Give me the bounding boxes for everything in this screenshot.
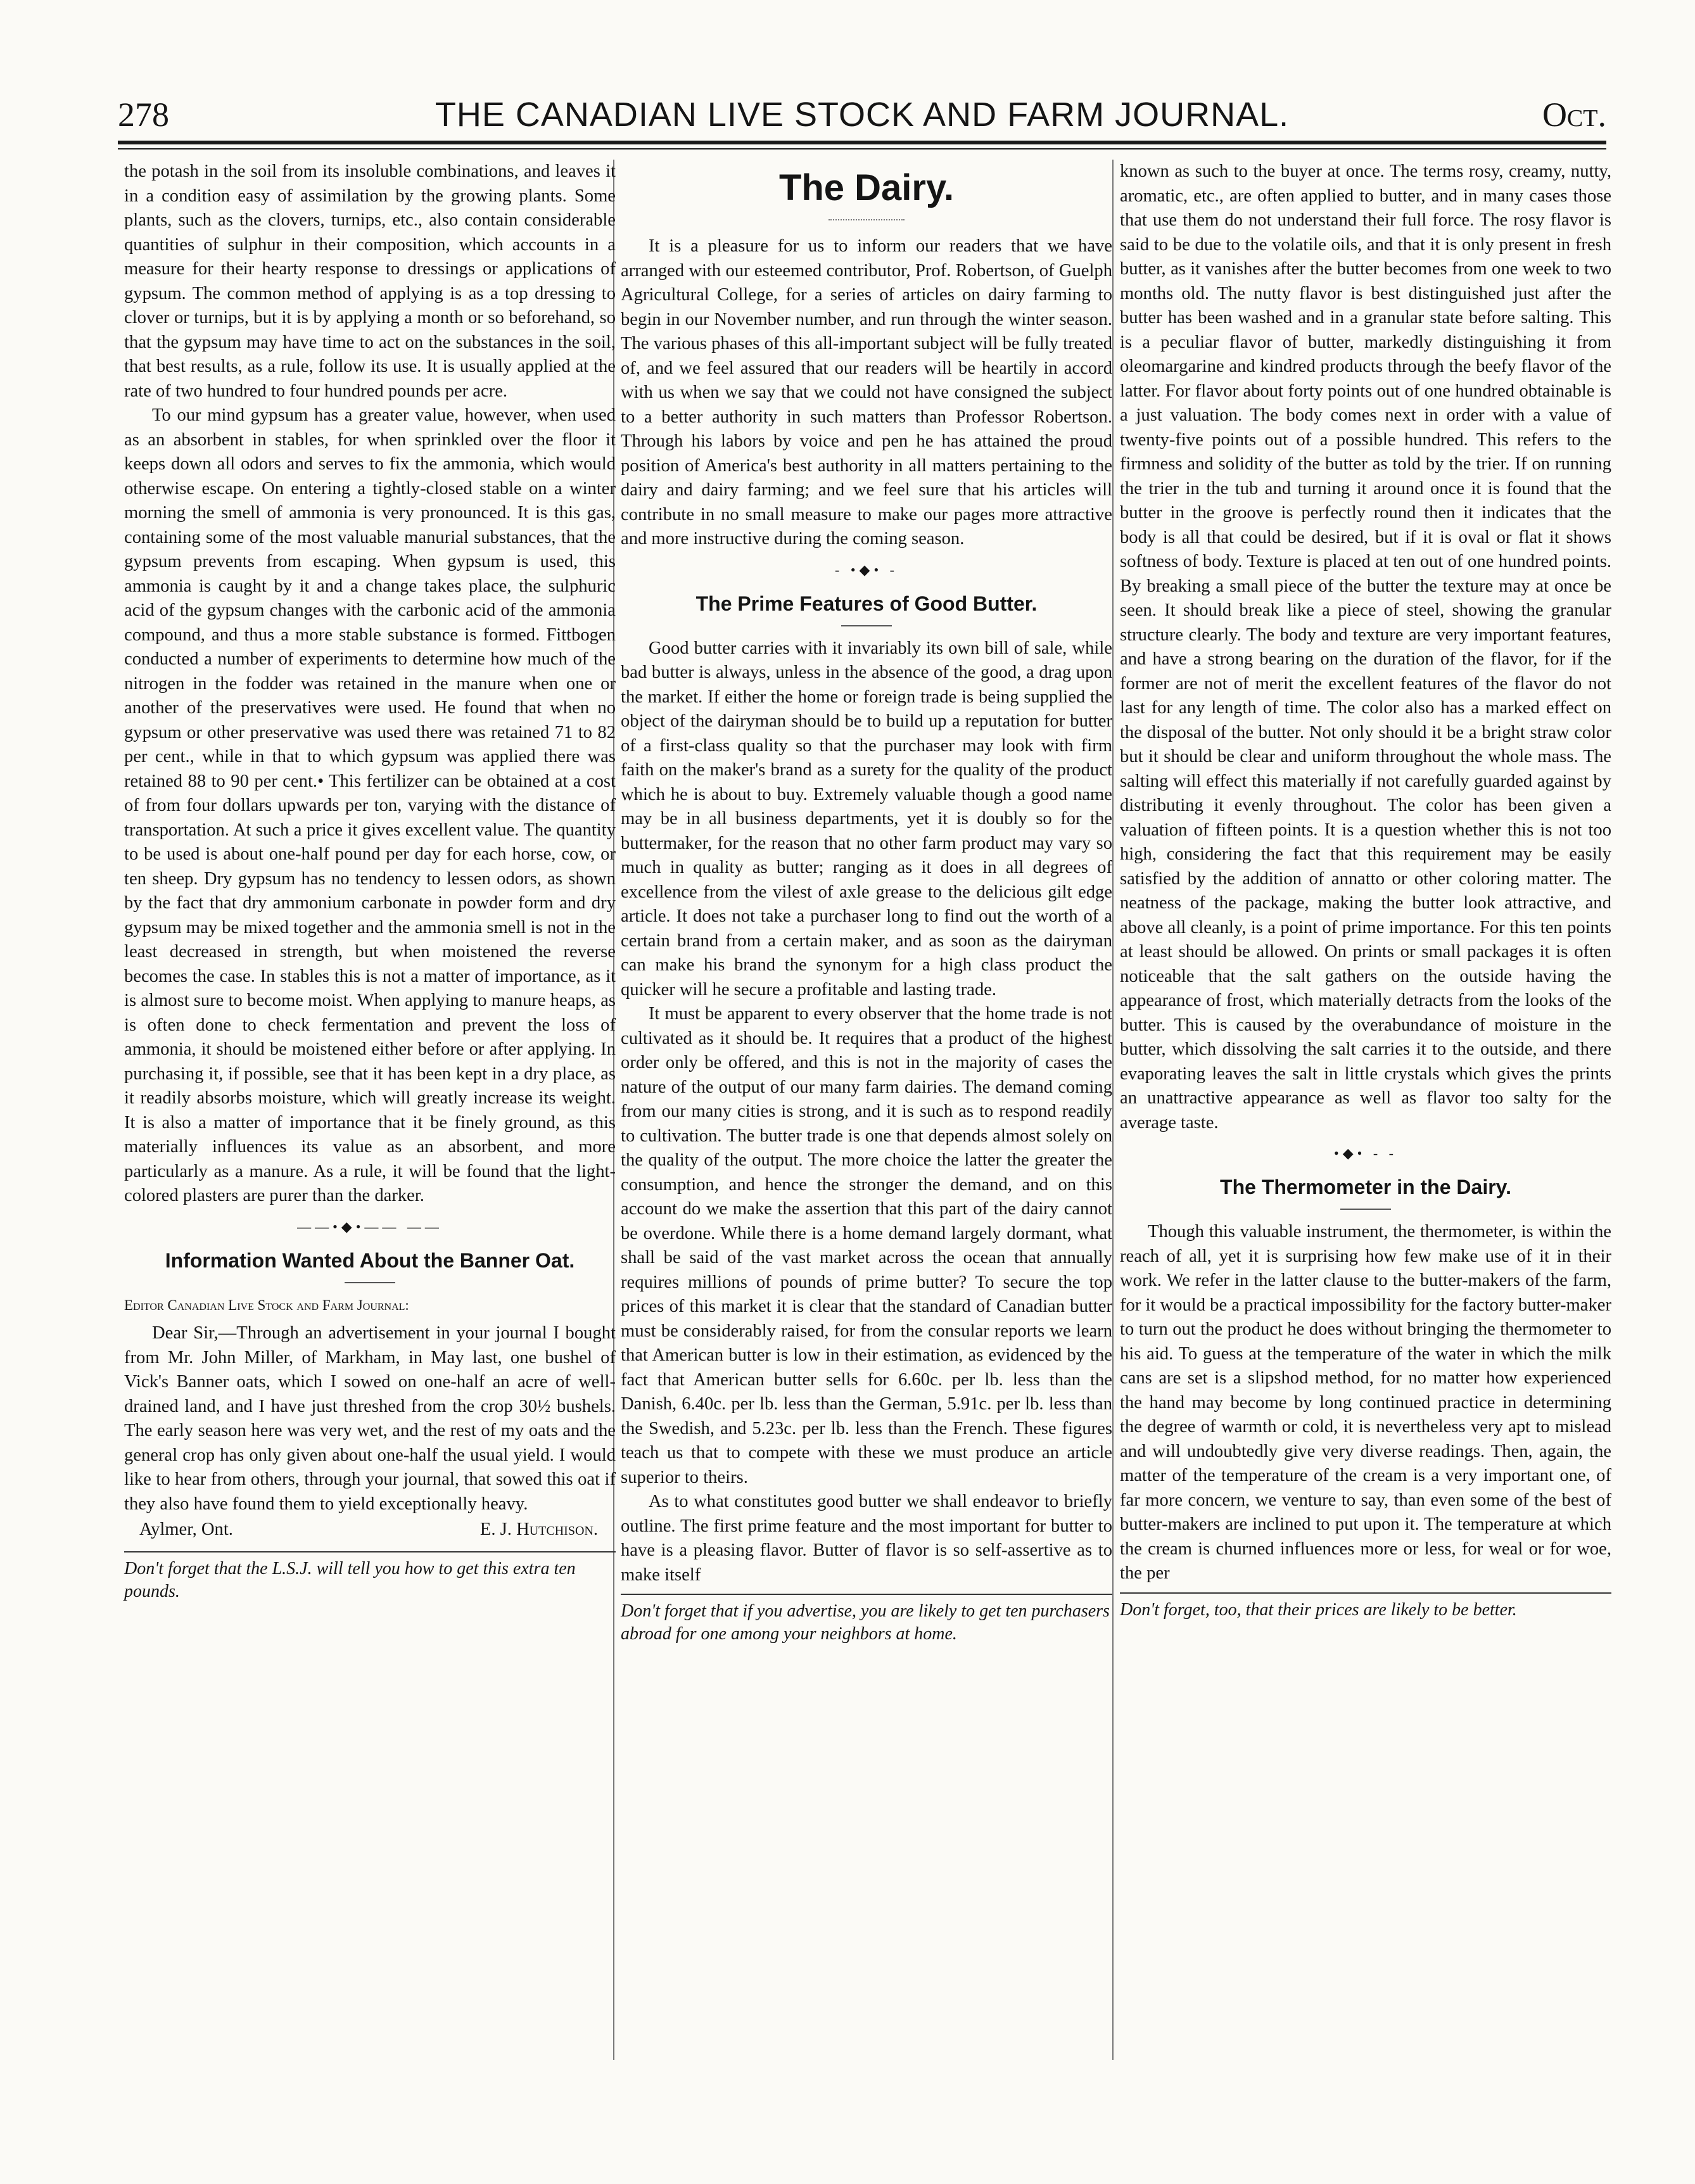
page-number: 278 bbox=[118, 96, 169, 134]
dairy-intro-paragraph: It is a pleasure for us to inform our readers that we have arranged with our esteemed contributor, Prof. Robertson, of Guelph Agricultural College, for a series of articles on dairy farming to begin in our November number, and run through the winter season. The various phases of this all-important subject will be fully treated of, and we feel assured that our readers will be heartily in accord with us when we say that we could not have consigned the subject to a better authority in such matters than Professor Robertson. Through his labors by voice and pen he has attained the proud position of America's best authority in all matters pertaining to the dairy and dairy farming; and we feel sure that his articles will contribute in no small measure to make our pages more attractive and more instructive during the coming season. bbox=[621, 236, 1112, 549]
thermometer-title: The Thermometer in the Dairy. bbox=[1220, 1176, 1511, 1198]
banner-oat-title: Information Wanted About the Banner Oat. bbox=[165, 1248, 575, 1272]
ornament-divider-2: - •◆• - bbox=[835, 561, 898, 578]
header-rule-thin bbox=[118, 148, 1606, 149]
gypsum-paragraph-2: To our mind gypsum has a greater value, however, when used as an absorbent in stables, for when sprinkled over the floor it keeps down all odors and serves to fix the ammonia, which would otherwise escape. On entering a tightly-closed stable on a winter morning the smell of ammonia is very pronounced. It is this gas, containing some of the most valuable manurial substances, that the gypsum prevents from escaping. When gypsum is used, this ammonia is caught by it and a change takes place, the sulphuric acid of the gypsum changes with the carbonic acid of the ammonia compound, and thus a more stable substance is formed. Fittbogen conducted a number of experiments to determine how much of the nitrogen in the fodder was retained in the manure when one or another of the preservatives were used. He found that when no gypsum or other preservative was used there was retained 71 to 82 per cent., while in that to which gypsum was applied there was retained 88 to 90 per cent.• This fertilizer can be obtained at a cost of from four dollars upwards per ton, varying with the distance of transportation. At such a price it gives excellent value. The quantity to be used is about one-half pound per day for each horse, cow, or ten sheep. Dry gypsum has no tendency to lessen odors, as shown by the fact that dry ammonium carbonate in powder form and dry gypsum may be mixed together and the ammonia smell is not in the least decreased in strength, but when moistened the reverse becomes the case. In stables this is not a matter of importance, as it is almost sure to become moist. When applying to manure heaps, as is often done to check fermentation and prevent the loss of ammonia, it should be moistened either before or after applying. In purchasing it, if possible, see that it has been kept in a dry place, as it readily absorbs moisture, which will greatly increase its weight. It is also a matter of importance that it be finely ground, as this materially influences its value as an absorbent, and more particularly as a manure. As a rule, it will be found that the light-colored plasters are purer than the darker. bbox=[124, 405, 616, 1205]
gypsum-paragraph-1: the potash in the soil from its insoluble combinations, and leaves it in a condition easy of assimilation by the growing plants. Some plants, such as the clovers, turnips, etc., also contain considerable quantities of sulphur in their composition, which accounts in a measure for their hearty response to dressings or applications of gypsum. The common method of applying is as a top dressing to clover or turnips, but it is by applying a month or so beforehand, so that the gypsum may have time to act on the substances in the soil, that best results, as a rule, follow its use. It is usually applied at the rate of two hundred to four hundred pounds per acre. bbox=[124, 162, 616, 401]
column-3 bbox=[1120, 160, 1611, 1622]
col2-notice: Don't forget that if you advertise, you are likely to get ten purchasers abroad for one among your neighbors at home. bbox=[621, 1594, 1112, 1646]
title-dash-2 bbox=[841, 625, 892, 626]
letter-signoff bbox=[124, 1516, 616, 1545]
dairy-section-title: The Dairy. bbox=[778, 167, 955, 208]
letter-place: Aylmer, Ont. bbox=[139, 1520, 233, 1539]
column-divider-2 bbox=[1112, 160, 1114, 2060]
thermometer-paragraph: Though this valuable instrument, the thermometer, is within the reach of all, yet it is surprising how few make use of it in their work. We refer in the latter clause to the butter-makers of the farm, for it would be a practical impossibility for the factory butter-maker to turn out the product he does without bringing the thermometer to his aid. To guess at the temperature of the water in which the milk cans are set is a slipshod method, for no matter how experienced the hand may become by long continued practice in determining the degree of warmth or cold, it is nevertheless very apt to mislead and will undoubtedly give very diverse readings. Then, again, the matter of the temperature of the cream is a very important one, of far more concern, we venture to say, than even some of the best of butter-makers are inclined to put upon it. The temperature at which the cream is churned influences more or less, for weal or for woe, the per bbox=[1120, 1222, 1611, 1583]
ornament-divider-3: •◆• - - bbox=[1334, 1145, 1397, 1161]
title-dash-3 bbox=[1340, 1209, 1391, 1210]
column-1 bbox=[124, 160, 616, 1603]
butter-paragraph-3: As to what constitutes good butter we shall endeavor to briefly outline. The first prime feature and the most important for butter to have is a pleasing flavor. Butter of flavor is so self-assertive as to make itself bbox=[621, 1492, 1112, 1585]
page-header bbox=[118, 95, 1606, 139]
header-rule-thick bbox=[118, 141, 1606, 144]
title-dash bbox=[345, 1282, 395, 1283]
letter-signature: E. J. Hutchison. bbox=[479, 1520, 598, 1539]
col3-notice: Don't forget, too, that their prices are likely to be better. bbox=[1120, 1592, 1611, 1622]
col1-notice: Don't forget that the L.S.J. will tell you how to get this extra ten pounds. bbox=[124, 1551, 616, 1603]
ornament-divider: ——•◆•—— —— bbox=[297, 1218, 443, 1235]
section-divider bbox=[828, 219, 905, 220]
butter-paragraph-2: It must be apparent to every observer that the home trade is not cultivated as it should be. It requires that a product of the highest order only be offered, and this is not in the majority of cases the nature of the output of our many farm dairies. The demand coming from our many cities is strong, and it is such as to respond readily to cultivation. The butter trade is one that depends almost solely on the quality of the output. The more choice the latter the greater the consumption, and hence the stronger the demand, and on this account do we make the assertion that this part of the dairy cannot be overdone. While there is a home demand largely dormant, what shall be said of the vast market across the ocean that annually requires millions of pounds of prime butter? To secure the top prices of this market it is clear that the standard of Canadian butter must be considerably raised, for from the consular reports we learn that American butter is low in their estimation, as evidenced by the fact that American butter sells for 6.60c. per lb. less than the Danish, 6.40c. per lb. less than the German, 5.91c. per lb. less than the Swedish, and 5.23c. per lb. less than the French. These figures teach us that to compete with these we must produce an article superior to theirs. bbox=[621, 1004, 1112, 1487]
issue-month: Oct. bbox=[1542, 96, 1606, 134]
column-2 bbox=[621, 160, 1112, 1646]
banner-oat-letter: Dear Sir,—Through an advertisement in your journal I bought from Mr. John Miller, of Markham, in May last, one bushel of Vick's Banner oats, which I sowed on one-half an acre of well-drained land, and I have just threshed from the crop 30½ bushels. The early season here was very wet, and the rest of my oats and the general crop has only given about one-half the usual yield. I would like to hear from others, through your journal, that sowed this oat if they also have found them to yield exceptionally heavy. bbox=[124, 1323, 616, 1514]
butter-continued-paragraph: known as such to the buyer at once. The terms rosy, creamy, nutty, aromatic, etc., are often applied to butter, and in many cases those that use them do not understand their full force. The rosy flavor is said to be due to the volatile oils, and that it is only present in fresh butter, as it vanishes after the butter becomes from one week to two months old. The nutty flavor is best distinguished just after the butter has been washed and in a granular state before salting. This is a peculiar flavor of butter, markedly distinguishing it from oleomargarine and kindred products through the beefy flavor of the latter. For flavor about forty points out of one hundred obtainable is a just valuation. The body comes next in order with a value of twenty-five points out of a possible hundred. This refers to the firmness and solidity of the butter as told by the trier. If on running the trier in the tub and turning it around once it is found that the butter in the groove is perfectly round then it indicates that the body is all that could be desired, but if it is oval or flat it shows softness of body. Texture is placed at ten out of one hundred points. By breaking a small piece of the butter the texture may at once be seen. It should break like a piece of steel, showing the granular structure clearly. The body and texture are very important features, and have a strong bearing on the duration of the flavor, for if the former are not of merit the excellent features of the flavor do not last for any length of time. The color also has a marked effect on the disposal of the butter. Not only should it be a bright straw color but it should be clear and uniform throughout the whole mass. The salting will effect this materially if not carefully guarded against by distributing it evenly throughout. The color has been given a valuation of fifteen points. It is a question whether this is not too high, considering the fact that this requirement may be easily satisfied by the addition of annatto or other coloring matter. The neatness of the package, making the butter look attractive, and above all cleanly, is a point of prime importance. For this ten points at least should be allowed. On prints or small packages it is often noticeable that the salt gathers on the outside having the appearance of frost, which materially detracts from the looks of the butter. This is caused by the overabundance of moisture in the butter, which dissolving the salt carries it to the outside, and there evaporating leaves the salt in little crystals which gives the prints an unattractive appearance as well as flavor too salty for the average taste. bbox=[1120, 162, 1611, 1133]
journal-title: THE CANADIAN LIVE STOCK AND FARM JOURNAL. bbox=[435, 96, 1290, 134]
editor-address: Editor Canadian Live Stock and Farm Journal: bbox=[124, 1297, 409, 1313]
good-butter-title: The Prime Features of Good Butter. bbox=[695, 592, 1038, 615]
butter-paragraph-1: Good butter carries with it invariably its own bill of sale, while bad butter is always, unless in the absence of the good, a drag upon the market. If either the home or foreign trade is being supplied the object of the dairyman should be to build up a reputation for butter of a first-class quality so that the purchaser may look with firm faith on the maker's brand as a surety for the quality of the product which he is about to buy. Extremely valuable though a good name may be in all business departments, yet it is doubly so for the buttermaker, for the reason that no other farm product may vary so much in quality as butter; ranging as it does in all degrees of excellence from the vilest of axle grease to the delicious gilt edge article. It does not take a purchaser long to find out the worth of a certain brand from a certain maker, and as soon as the dairyman can make his brand the synonym for a high class product the quicker will he secure a profitable and lasting trade. bbox=[621, 638, 1112, 1000]
